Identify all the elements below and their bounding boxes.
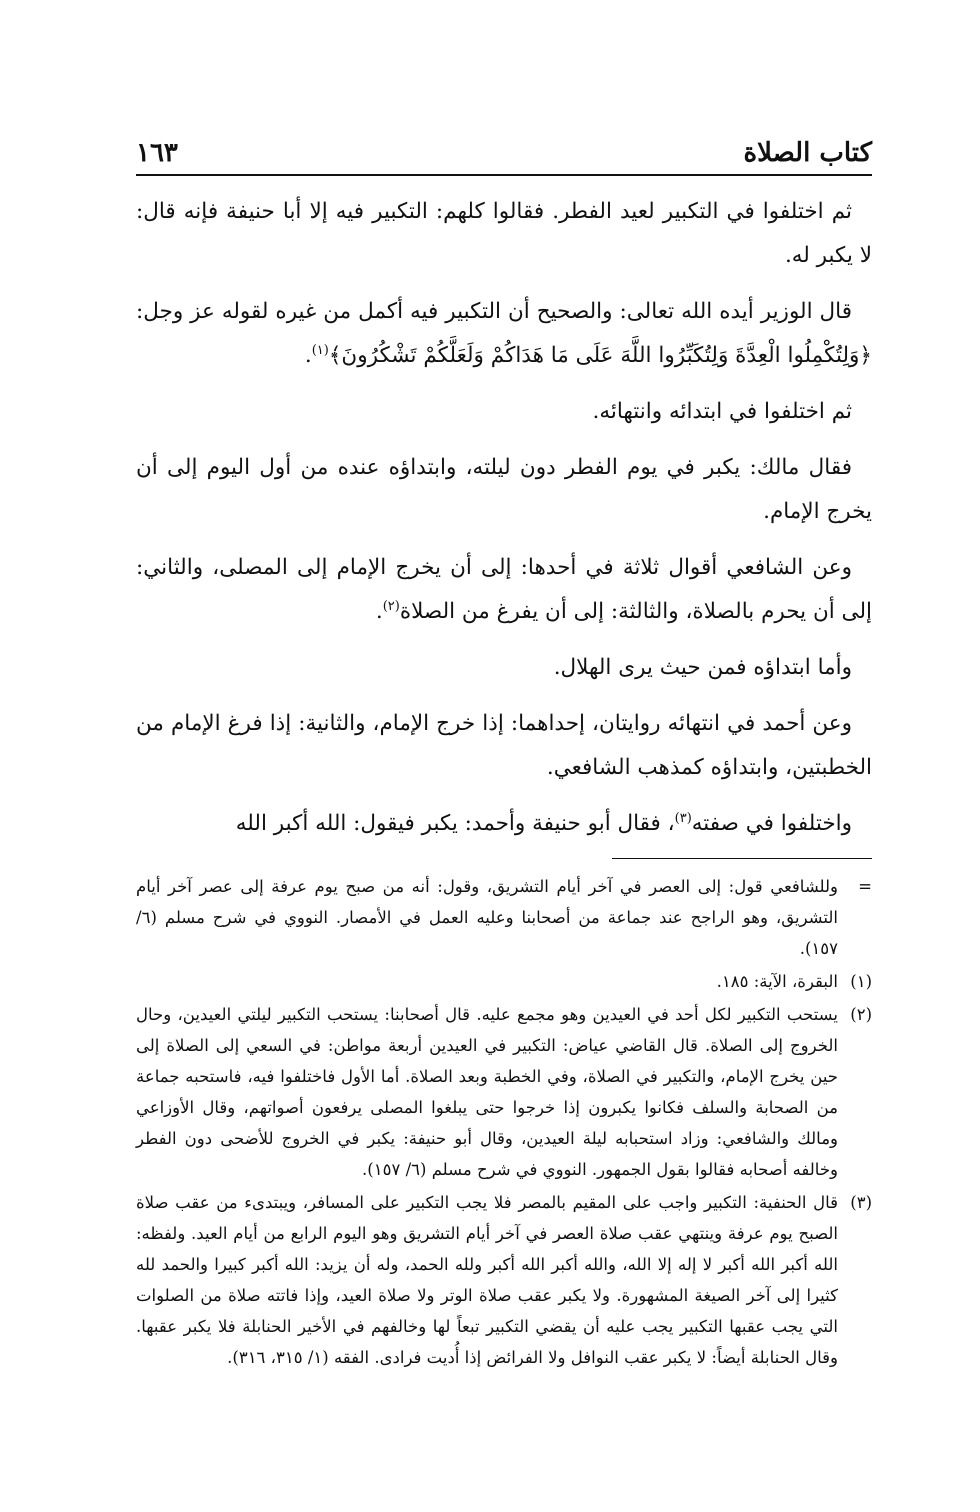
running-header (136, 138, 872, 176)
paragraph-8 (136, 802, 872, 846)
paragraph-4: فقال مالك: يكبر في يوم الفطر دون ليلته، وابتداؤه عنده من أول اليوم إلى أن يخرج الإمام. (136, 455, 872, 524)
footnote-mark: = (858, 877, 872, 896)
footnote-text: البقرة، الآية: ١٨٥. (716, 972, 838, 991)
footnote-text: يستحب التكبير لكل أحد في العيدين وهو مجمع عليه. قال أصحابنا: يستحب التكبير ليلتي العيدين، وحال الخروج إلى الصلاة. قال القاضي عياض: التكبير في العيدين أربعة مواطن: في السعي إلى الصلاة إلى حين يخرج الإمام، والتكبير في الصلاة، وفي الخطبة وبعد الصلاة. أما الأول فاختلفوا فيه، فاستحبه جماعة من الصحابة والسلف فكانوا يكبرون إذا خرجوا حتى يبلغوا المصلى يرفعون أصواتهم، وقال الأوزاعي ومالك والشافعي: وزاد استحبابه ليلة العيدين، وقال أبو حنيفة: يكبر في الخروج للأضحى دون الفطر وخالفه أصحابه فقالوا بقول الجمهور. النووي في شرح مسلم (٦/ ١٥٧). (136, 1005, 838, 1179)
paragraph-2 (136, 290, 872, 378)
footnote-1 (136, 966, 872, 997)
paragraph-2-text: قال الوزير أيده الله تعالى: والصحيح أن التكبير فيه أكمل من غيره لقوله عز وجل: (136, 299, 852, 324)
footnotes (136, 871, 872, 1373)
footnote-mark: (١) (850, 972, 872, 991)
page-number: ١٦٣ (136, 138, 178, 168)
footnote-ref-1: (١) (311, 342, 329, 358)
footnote-ref-3: (٣) (674, 810, 692, 826)
footnote-ref-2: (٢) (382, 598, 400, 614)
footnote-3 (136, 1187, 872, 1373)
paragraph-5 (136, 546, 872, 634)
paragraph-6: وأما ابتداؤه فمن حيث يرى الهلال. (553, 655, 852, 680)
paragraph-8-text: واختلفوا في صفته (691, 811, 852, 836)
paragraph-2-end: . (304, 343, 312, 368)
footnote-2 (136, 999, 872, 1185)
paragraph-1: ثم اختلفوا في التكبير لعيد الفطر. فقالوا كلهم: التكبير فيه إلا أبا حنيفة فإنه قال: لا يكبر له. (136, 199, 872, 268)
main-text (136, 190, 872, 846)
footnote-text: وللشافعي قول: إلى العصر في آخر أيام التشريق، وقول: أنه من صبح يوم عرفة إلى عصر آخر أيام التشريق، وهو الراجح عند جماعة من أصحابنا وعليه العمل في الأمصار. النووي في شرح مسلم (٦/ ١٥٧). (136, 877, 838, 958)
paragraph-8-end: ، فقال أبو حنيفة وأحمد: يكبر فيقول: الله أكبر الله (235, 811, 675, 836)
footnote-divider (612, 858, 872, 859)
footnote-text: قال الحنفية: التكبير واجب على المقيم بالمصر فلا يجب التكبير على المسافر، ويبتدىء من عقب صلاة الصبح يوم عرفة وينتهي عقب صلاة العصر في آخر أيام التشريق وهو اليوم الرابع من أيام العيد. ولفظه: الله أكبر الله أكبر لا إله إلا الله، والله أكبر الله أكبر ولله الحمد، وله أن يزيد: الله أكبر كبيرا والحمد لله كثيرا إلى آخر الصيغة المشهورة. ولا يكبر عقب صلاة الوتر ولا صلاة العيد، وإذا فاتته صلاة من الصلوات التي يجب عقبها التكبير يجب عليه أن يقضي التكبير تبعاً لها وخالفهم في الأخير الحنابلة فلا يكبر عقبها. وقال الحنابلة أيضاً: لا يكبر عقب النوافل ولا الفرائض إذا أُديت فرادى. الفقه (١/ ٣١٥، ٣١٦). (136, 1193, 838, 1367)
paragraph-3: ثم اختلفوا في ابتدائه وانتهائه. (592, 399, 852, 424)
footnote-continuation (136, 871, 872, 964)
paragraph-7: وعن أحمد في انتهائه روايتان، إحداهما: إذا خرج الإمام، والثانية: إذا فرغ الإمام من الخطبتين، وابتداؤه كمذهب الشافعي. (136, 711, 872, 780)
paragraph-5-end: . (375, 599, 383, 624)
quran-verse: ﴿وَلِتُكْمِلُوا الْعِدَّةَ وَلِتُكَبِّرُوا اللَّهَ عَلَى مَا هَدَاكُمْ وَلَعَلَّكُمْ تَشْكُرُونَ﴾ (328, 343, 872, 368)
footnote-mark: (٣) (850, 1193, 872, 1212)
paragraph-5-text: وعن الشافعي أقوال ثلاثة في أحدها: إلى أن يخرج الإمام إلى المصلى، والثاني: إلى أن يحرم بالصلاة، والثالثة: إلى أن يفرغ من الصلاة (136, 555, 872, 624)
footnote-mark: (٢) (850, 1005, 872, 1024)
chapter-title: كتاب الصلاة (743, 138, 872, 168)
